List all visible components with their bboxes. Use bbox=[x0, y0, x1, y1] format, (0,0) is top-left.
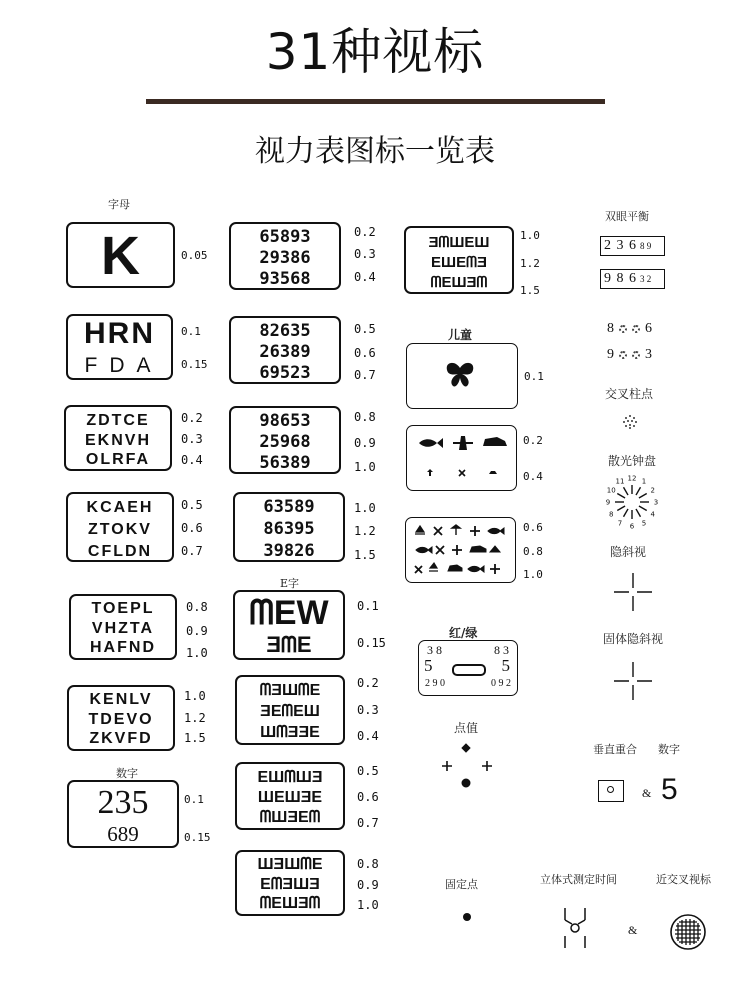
acuity-label: 0.2 bbox=[181, 411, 203, 425]
acuity-label: 1.0 bbox=[354, 460, 376, 474]
near-cross-label: 近交叉视标 bbox=[656, 873, 711, 886]
butterfly-icon bbox=[445, 360, 475, 390]
acuity-label: 0.1 bbox=[524, 370, 544, 383]
acuity-label: 0.15 bbox=[357, 636, 386, 650]
fixation-dot bbox=[463, 913, 471, 921]
car-icon bbox=[483, 437, 507, 446]
letter-chart-2 bbox=[64, 405, 172, 471]
astigmatism-clock-dial bbox=[604, 474, 660, 530]
plane-icon bbox=[452, 545, 462, 555]
car-icon bbox=[470, 546, 486, 552]
clock-spoke bbox=[636, 487, 641, 495]
k-acuity: 0.05 bbox=[181, 249, 208, 262]
car-icon bbox=[448, 565, 462, 571]
fish-icon bbox=[416, 547, 432, 553]
acuity-label: 0.8 bbox=[186, 600, 208, 614]
clock-spoke bbox=[617, 506, 625, 511]
page-subtitle: 视力表图标一览表 bbox=[255, 134, 495, 169]
fish-icon bbox=[468, 566, 484, 572]
clock-number: 10 bbox=[606, 486, 616, 495]
clock-number: 12 bbox=[627, 474, 637, 483]
phoria-cross-icon bbox=[614, 573, 652, 611]
number-row: 235 bbox=[97, 784, 149, 821]
clock-number: 1 bbox=[641, 477, 647, 486]
vertical-alignment-ring bbox=[607, 786, 614, 793]
letter-row: HRN bbox=[84, 317, 155, 350]
umbrella-icon bbox=[452, 525, 460, 535]
e-row: ᗰƎШᗰE bbox=[259, 682, 321, 699]
acuity-label: 1.0 bbox=[184, 689, 206, 703]
acuity-label: 0.2 bbox=[357, 676, 379, 690]
dot-pattern-icon bbox=[632, 325, 640, 333]
acuity-label: 0.8 bbox=[523, 545, 543, 558]
e-chart-4 bbox=[235, 850, 345, 916]
clock-number: 8 bbox=[608, 510, 614, 519]
acuity-label: 1.2 bbox=[354, 524, 376, 538]
letter-row: OLRFA bbox=[85, 451, 151, 468]
e-letter-label: E字 bbox=[280, 577, 300, 590]
butterfly-chart bbox=[406, 343, 518, 409]
number-row: 63589 bbox=[263, 497, 315, 517]
worth-row-2 bbox=[607, 347, 652, 363]
e-row: ШEШƎE bbox=[257, 789, 323, 806]
number-row: 82635 bbox=[259, 320, 311, 341]
cross-cylinder-label: 交叉柱点 bbox=[605, 387, 654, 401]
number-row: 98653 bbox=[259, 410, 311, 431]
binocular-box-1 bbox=[600, 236, 665, 256]
digit-label: 数字 bbox=[658, 743, 680, 756]
acuity-label: 0.9 bbox=[354, 436, 376, 450]
acuity-label: 0.1 bbox=[357, 599, 379, 613]
acuity-label: 0.7 bbox=[181, 544, 203, 558]
e-row: ᗰEШƎᗰ bbox=[259, 895, 321, 912]
acuity-label: 0.3 bbox=[354, 247, 376, 261]
e-row: ШᗰƎƎE bbox=[260, 724, 320, 741]
acuity-label: 0.2 bbox=[523, 434, 543, 447]
clock-number: 6 bbox=[629, 522, 635, 530]
e-row: ШƎШᗰE bbox=[257, 856, 323, 873]
letter-row: ZTOKV bbox=[88, 520, 152, 538]
e-chart-3 bbox=[235, 762, 345, 830]
plane-icon bbox=[453, 436, 473, 450]
ampersand: & bbox=[642, 786, 652, 800]
ampersand: & bbox=[628, 923, 638, 937]
clock-number: 9 bbox=[605, 498, 611, 507]
number-row: 39826 bbox=[263, 541, 315, 561]
star-icon bbox=[459, 470, 465, 476]
number-row: 26389 bbox=[259, 341, 311, 362]
clock-number: 7 bbox=[617, 519, 623, 528]
red-green-text: 3 8 bbox=[427, 643, 442, 657]
acuity-label: 0.6 bbox=[354, 346, 376, 360]
binocular-box-2 bbox=[600, 269, 665, 289]
e-chart-1 bbox=[233, 590, 345, 660]
letter-chart-5 bbox=[67, 685, 175, 751]
acuity-label: 1.2 bbox=[520, 257, 540, 270]
e-chart-2 bbox=[235, 675, 345, 745]
acuity-label: 0.5 bbox=[357, 764, 379, 778]
e-row: EШEᗰƎ bbox=[431, 253, 487, 271]
vertical-label: 垂直重合 bbox=[593, 743, 637, 756]
acuity-label: 0.3 bbox=[357, 703, 379, 717]
star-icon bbox=[434, 527, 442, 535]
e-row: ƎᗰE bbox=[266, 632, 312, 657]
clock-number: 11 bbox=[615, 477, 625, 486]
letter-chart-4 bbox=[69, 594, 177, 660]
acuity-label: 1.5 bbox=[354, 548, 376, 562]
number-chart bbox=[67, 780, 179, 848]
clock-number: 3 bbox=[653, 498, 659, 507]
clock-spoke bbox=[617, 494, 625, 499]
acuity-label: 1.5 bbox=[184, 731, 206, 745]
acuity-label: 1.0 bbox=[186, 646, 208, 660]
clock-number: 5 bbox=[641, 519, 647, 528]
clock-spoke bbox=[624, 509, 629, 517]
red-green-label: 红/绿 bbox=[449, 626, 478, 640]
e-row: ᗰEW bbox=[249, 593, 329, 632]
house-icon bbox=[489, 471, 497, 474]
acuity-label: 0.15 bbox=[184, 831, 211, 844]
stereo-time-label: 立体式测定时间 bbox=[540, 873, 617, 886]
clock-spoke bbox=[636, 509, 641, 517]
letters-label: 字母 bbox=[108, 198, 130, 211]
number-row: 86395 bbox=[263, 519, 315, 539]
house-icon bbox=[429, 563, 438, 571]
house-icon bbox=[415, 526, 425, 534]
red-green-text: 5 bbox=[501, 656, 510, 675]
acuity-label: 0.9 bbox=[186, 624, 208, 638]
worth-digit: 6 bbox=[645, 321, 652, 336]
number-row: 69523 bbox=[259, 362, 311, 383]
plane-icon bbox=[490, 564, 500, 574]
acuity-label: 0.4 bbox=[357, 729, 379, 743]
clock-spoke bbox=[639, 494, 647, 499]
dot-pattern-icon bbox=[619, 351, 627, 359]
near-cross-grid-icon bbox=[669, 913, 707, 951]
acuity-label: 0.6 bbox=[523, 521, 543, 534]
picture-symbols bbox=[407, 426, 515, 488]
acuity-label: 0.6 bbox=[357, 790, 379, 804]
red-green-text: 5 bbox=[424, 656, 433, 675]
worth-digit: 8 bbox=[607, 321, 614, 336]
number-row: 93568 bbox=[259, 268, 311, 289]
picture-chart-1 bbox=[406, 425, 517, 491]
e-row: ƎEᗰEШ bbox=[260, 703, 320, 720]
red-green-text: 8 3 bbox=[494, 643, 509, 657]
e-row: ᗰШƎEᗰ bbox=[259, 809, 321, 826]
clock-spoke bbox=[639, 506, 647, 511]
acuity-label: 0.8 bbox=[357, 857, 379, 871]
binocular-digits-small: 3 2 bbox=[640, 274, 652, 284]
fixation-label: 固定点 bbox=[445, 878, 478, 891]
acuity-label: 0.4 bbox=[523, 470, 543, 483]
dot-pattern-icon bbox=[632, 351, 640, 359]
acuity-label: 1.0 bbox=[520, 229, 540, 242]
binocular-digits-small: 8 9 bbox=[640, 241, 652, 251]
digit-five: 5 bbox=[661, 773, 678, 806]
acuity-label: 0.5 bbox=[354, 322, 376, 336]
letter-row: CFLDN bbox=[87, 542, 153, 560]
number-row: 56389 bbox=[259, 452, 311, 473]
red-green-chart bbox=[418, 640, 518, 696]
binocular-digits: 2 3 6 bbox=[604, 238, 637, 253]
phoria-label: 隐斜视 bbox=[610, 545, 647, 559]
letter-row: KENLV bbox=[89, 691, 153, 708]
letter-chart-3 bbox=[66, 492, 174, 562]
acuity-label: 1.0 bbox=[523, 568, 543, 581]
acuity-label: 1.0 bbox=[357, 898, 379, 912]
red-green-oval bbox=[452, 664, 486, 676]
acuity-label: 0.6 bbox=[181, 521, 203, 535]
star-icon bbox=[436, 546, 444, 554]
number-row: 25968 bbox=[259, 431, 311, 452]
numbers-label: 数字 bbox=[116, 767, 138, 780]
letter-row: ZKVFD bbox=[89, 730, 153, 747]
number-chart-2 bbox=[229, 316, 341, 384]
worth-digit: 9 bbox=[607, 347, 614, 362]
acuity-label: 1.2 bbox=[184, 711, 206, 725]
acuity-label: 0.5 bbox=[181, 498, 203, 512]
letter-row: TDEVO bbox=[88, 711, 154, 728]
acuity-label: 0.8 bbox=[354, 410, 376, 424]
acuity-label: 0.4 bbox=[354, 270, 376, 284]
letter-chart-1 bbox=[66, 314, 173, 380]
number-chart-4 bbox=[233, 492, 345, 562]
acuity-label: 0.15 bbox=[181, 358, 208, 371]
stereo-target-icon bbox=[562, 906, 588, 950]
letter-row: ZDTCE bbox=[86, 412, 150, 429]
letter-row: KCAEH bbox=[86, 498, 154, 516]
picture-chart-2 bbox=[405, 517, 516, 583]
acuity-label: 0.9 bbox=[357, 878, 379, 892]
house-icon bbox=[490, 546, 500, 552]
vertical-alignment-box bbox=[598, 780, 624, 802]
acuity-label: 1.0 bbox=[354, 501, 376, 515]
letter-row: TOEPL bbox=[91, 600, 155, 617]
child-label: 儿童 bbox=[448, 328, 473, 342]
acuity-label: 0.4 bbox=[181, 453, 203, 467]
star-icon bbox=[415, 566, 422, 573]
red-green-text: 2 9 0 bbox=[425, 678, 445, 689]
e-row: EᗰƎШƎ bbox=[260, 876, 320, 893]
dot-pattern-icon bbox=[619, 325, 627, 333]
fish-icon bbox=[488, 528, 504, 534]
number-chart-1 bbox=[229, 222, 341, 290]
e-row: ᗰEШƎᗰ bbox=[430, 273, 488, 291]
astigmatism-label: 散光钟盘 bbox=[608, 454, 657, 468]
fish-icon bbox=[419, 438, 443, 448]
e-row: ƎᗰШEШ bbox=[428, 233, 490, 251]
clock-number: 2 bbox=[650, 486, 656, 495]
clock-number: 4 bbox=[650, 510, 656, 519]
e-chart-5 bbox=[404, 226, 514, 294]
acuity-label: 0.2 bbox=[354, 225, 376, 239]
page-title: 31种视标 bbox=[265, 23, 485, 81]
picture-symbols-small bbox=[406, 518, 514, 580]
plane-icon bbox=[470, 526, 480, 536]
fixed-phoria-cross-icon bbox=[614, 662, 652, 700]
clock-spoke bbox=[624, 487, 629, 495]
number-row: 29386 bbox=[259, 247, 311, 268]
e-row: EШᗰШƎ bbox=[257, 769, 323, 786]
letter-row: VHZTA bbox=[91, 620, 155, 637]
acuity-label: 0.7 bbox=[357, 816, 379, 830]
cross-cylinder-dots-icon bbox=[622, 414, 638, 430]
binocular-label: 双眼平衡 bbox=[605, 210, 649, 223]
acuity-label: 0.7 bbox=[354, 368, 376, 382]
worth-row-1 bbox=[607, 321, 652, 337]
number-row: 65893 bbox=[259, 226, 311, 247]
red-green-text: 0 9 2 bbox=[491, 678, 511, 689]
fixed-phoria-label: 固体隐斜视 bbox=[603, 632, 664, 646]
letter-row: FDA bbox=[84, 354, 163, 377]
acuity-label: 0.1 bbox=[184, 793, 204, 806]
acuity-label: 0.1 bbox=[181, 325, 201, 338]
k-chart bbox=[66, 222, 175, 288]
title-divider bbox=[146, 99, 605, 104]
dot-value-icon bbox=[438, 740, 498, 792]
acuity-label: 0.3 bbox=[181, 432, 203, 446]
k-letter: K bbox=[101, 226, 140, 286]
binocular-digits: 9 8 6 bbox=[604, 271, 637, 286]
umbrella-icon bbox=[427, 469, 433, 476]
number-chart-3 bbox=[229, 406, 341, 474]
number-row: 689 bbox=[107, 821, 139, 846]
dot-value-label: 点值 bbox=[454, 721, 479, 735]
letter-row: EKNVH bbox=[84, 432, 151, 449]
worth-digit: 3 bbox=[645, 347, 652, 362]
letter-row: HAFND bbox=[90, 639, 156, 656]
acuity-label: 1.5 bbox=[520, 284, 540, 297]
